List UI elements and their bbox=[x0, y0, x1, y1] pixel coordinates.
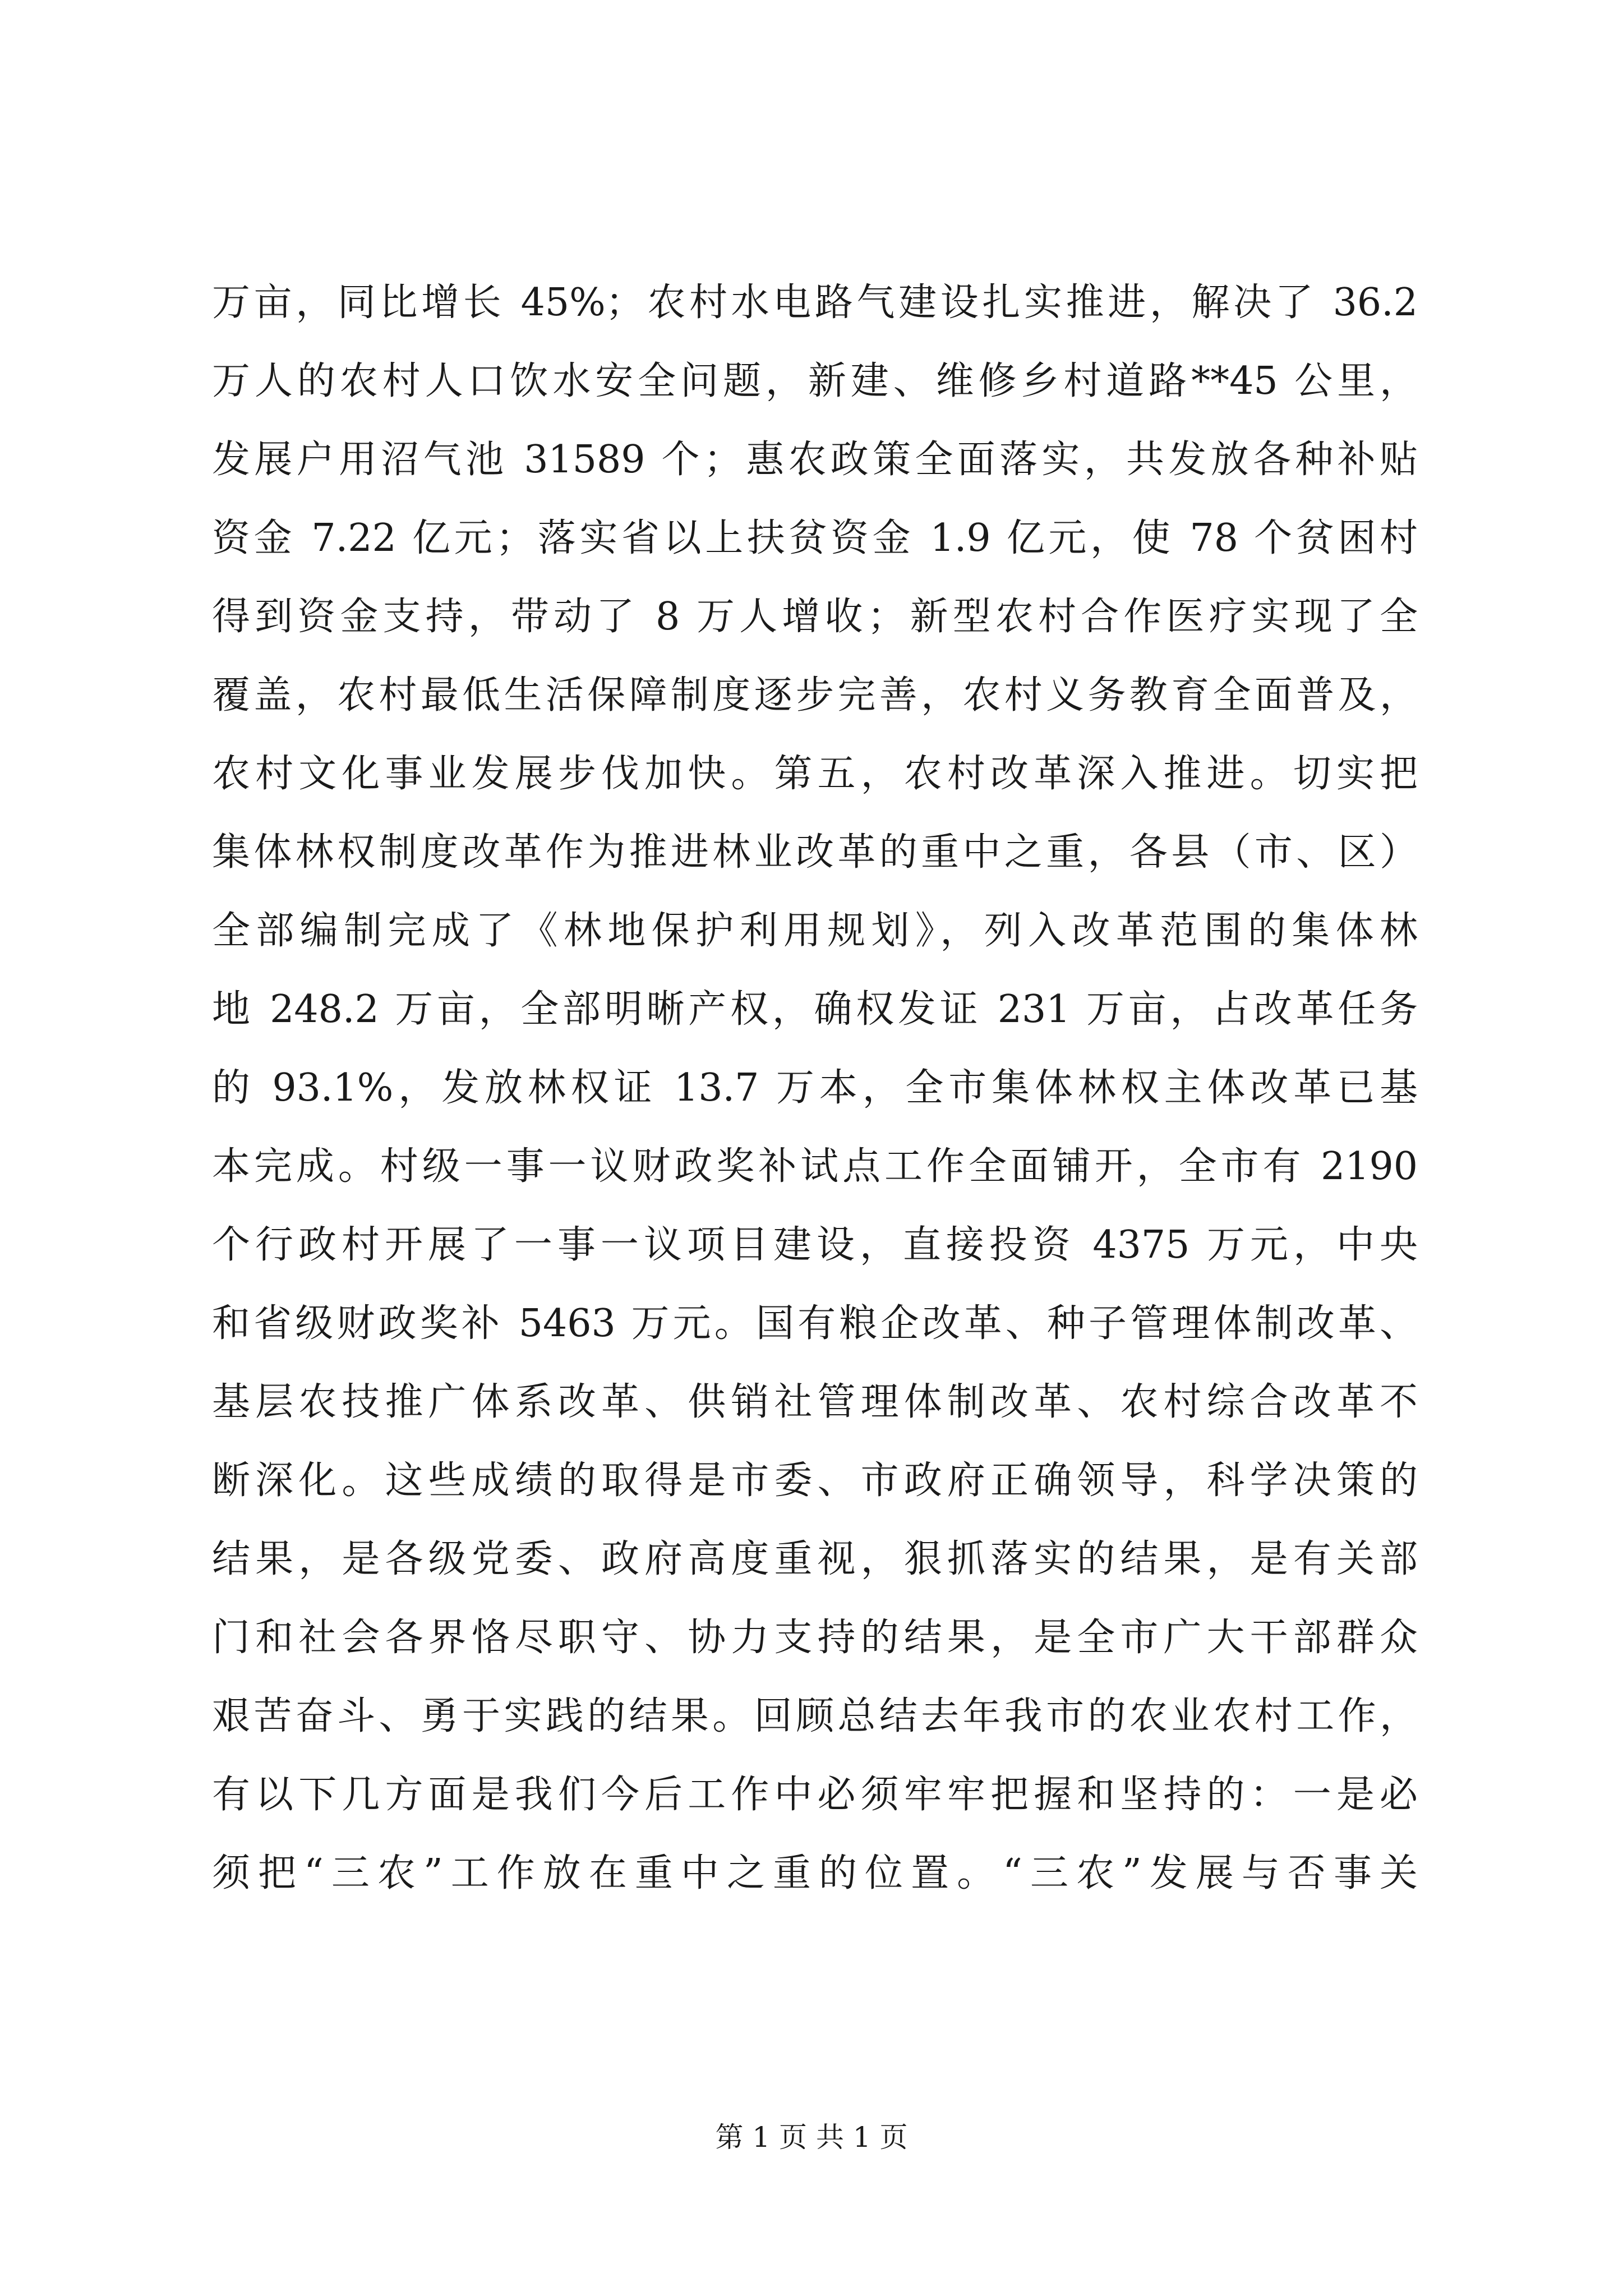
text-line: 艰苦奋斗、勇于实践的结果。回顾总结去年我市的农业农村工作， bbox=[212, 1694, 1418, 1738]
page-footer bbox=[0, 2120, 1623, 2154]
text-line: 资金 7.22 亿元；落实省以上扶贫资金 1.9 亿元，使 78 个贫困村 bbox=[212, 516, 1418, 560]
text-line: 须把“三农”工作放在重中之重的位置。“三农”发展与否事关 bbox=[212, 1851, 1418, 1895]
text-line: 本完成。村级一事一议财政奖补试点工作全面铺开，全市有 2190 bbox=[212, 1144, 1418, 1189]
text-line: 农村文化事业发展步伐加快。第五，农村改革深入推进。切实把 bbox=[212, 752, 1418, 796]
text-line: 和省级财政奖补 5463 万元。国有粮企改革、种子管理体制改革、 bbox=[212, 1301, 1418, 1346]
text-line: 结果，是各级党委、政府高度重视，狠抓落实的结果，是有关部 bbox=[212, 1537, 1418, 1581]
text-line: 地 248.2 万亩，全部明晰产权，确权发证 231 万亩，占改革任务 bbox=[212, 987, 1418, 1032]
page-number-label: 第 1 页 共 1 页 bbox=[715, 2121, 908, 2154]
text-line: 集体林权制度改革作为推进林业改革的重中之重，各县（市、区） bbox=[212, 830, 1418, 875]
text-line: 发展户用沼气池 31589 个；惠农政策全面落实，共发放各种补贴 bbox=[212, 438, 1418, 482]
text-line: 基层农技推广体系改革、供销社管理体制改革、农村综合改革不 bbox=[212, 1380, 1418, 1424]
text-line: 个行政村开展了一事一议项目建设，直接投资 4375 万元，中央 bbox=[212, 1223, 1418, 1267]
text-line: 门和社会各界恪尽职守、协力支持的结果，是全市广大干部群众 bbox=[212, 1616, 1418, 1660]
text-line: 有以下几方面是我们今后工作中必须牢牢把握和坚持的：一是必 bbox=[212, 1773, 1418, 1817]
text-line: 得到资金支持，带动了 8 万人增收；新型农村合作医疗实现了全 bbox=[212, 595, 1418, 639]
text-line: 万人的农村人口饮水安全问题，新建、维修乡村道路**45 公里， bbox=[212, 359, 1418, 403]
text-line: 的 93.1%，发放林权证 13.7 万本，全市集体林权主体改革已基 bbox=[212, 1066, 1418, 1110]
text-line: 断深化。这些成绩的取得是市委、市政府正确领导，科学决策的 bbox=[212, 1458, 1418, 1503]
text-line: 全部编制完成了《林地保护利用规划》，列入改革范围的集体林 bbox=[212, 909, 1418, 953]
text-line: 万亩，同比增长 45%；农村水电路气建设扎实推进，解决了 36.2 bbox=[212, 280, 1418, 325]
text-line: 覆盖，农村最低生活保障制度逐步完善，农村义务教育全面普及， bbox=[212, 673, 1418, 717]
